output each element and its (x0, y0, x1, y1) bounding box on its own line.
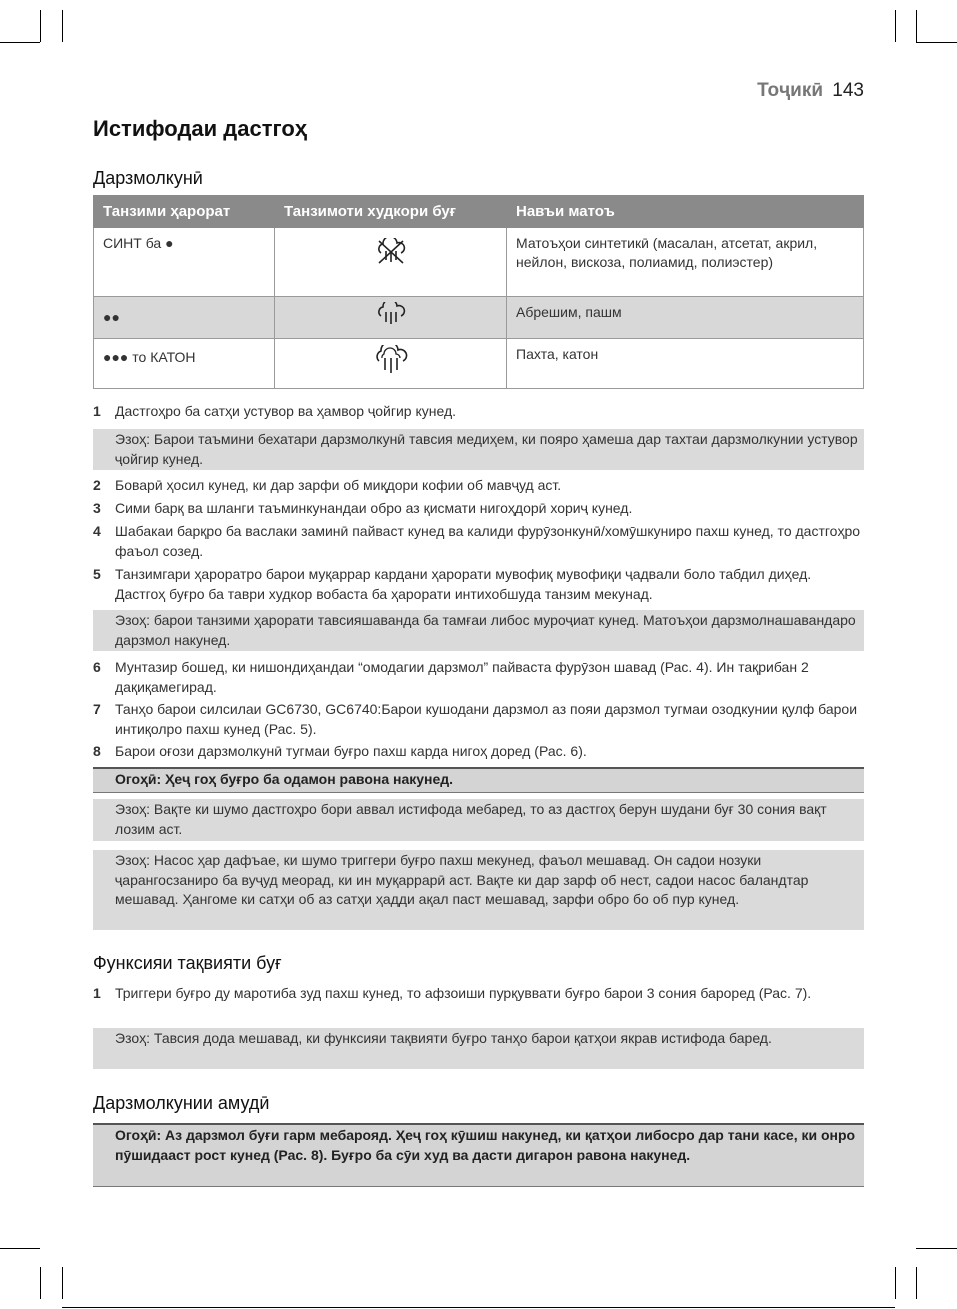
step-text: Танҳо барои силсилаи GC6730, GC6740:Барои кушодани дарзмол аз пояи дарзмол тугмаи озодкунии қулф барои интиқолро пахш кунед (Рас. 5). (115, 701, 858, 737)
step-number: 3 (93, 500, 101, 516)
note-box (93, 850, 864, 930)
table-header-cell: Танзими ҳарорат (94, 196, 275, 228)
note-text: Эзоҳ: Насос ҳар дафъае, ки шумо триггери буғро пахш мекунед, фаъол мешавад. Он садои нозуки ҷарангосзаниро ба вуҷуд меорад, ки ин муқаррарӣ аст. Вақте ки дар зарф об нест, садои насос баландтар мешавад. Ҳангоме ки сатҳи об аз сатҳи ҳадди ақал паст мешавад, зарфи обро бо об пур кунед. (115, 852, 809, 907)
step-number: 5 (93, 566, 101, 582)
warning-text: Огоҳӣ: Аз дарзмол буғи гарм мебарояд. Ҳеҷ гоҳ кӯшиш накунед, ки қатҳои либосро дар тани касе, ки онро пӯшидааст рост кунед (Рас. 8). Буғро ба сӯи худ ва дасти дигарон равона накунед. (115, 1127, 856, 1163)
crop-mark (916, 10, 917, 42)
crop-mark (62, 10, 63, 42)
page-header (757, 80, 864, 102)
high-steam-icon (371, 345, 411, 377)
step-item (93, 476, 864, 496)
table-row (94, 228, 864, 297)
step-number: 8 (93, 743, 101, 759)
step-number: 1 (93, 403, 101, 419)
warning-box (93, 767, 864, 793)
table-header-cell: Танзимоти худкори буғ (275, 196, 507, 228)
steam-cell (275, 228, 507, 297)
step-item (93, 565, 864, 604)
table-header-row (94, 196, 864, 228)
no-steam-icon (374, 238, 408, 266)
step-number: 6 (93, 659, 101, 675)
crop-mark (0, 1248, 40, 1249)
section-heading-ironing: Дарзмолкунӣ (93, 168, 203, 188)
step-item (93, 402, 864, 422)
step-number: 1 (93, 985, 101, 1001)
step-text: Шабакаи барқро ба васлаки заминӣ пайваст кунед ва калиди фурӯзонкунӣ/хомӯшкуниро пахш кунед, то дастгоҳро фаъол созед. (115, 523, 861, 559)
fabric-cell: Матоъҳои синтетикӣ (масалан, атсетат, акрил, нейлон, вискоза, полиамид, полиэстер) (507, 228, 864, 297)
step-number: 4 (93, 523, 101, 539)
header-language: Тоҷикӣ (757, 80, 824, 101)
step-text: Сими барқ ва шланги таъминкунандаи обро аз қисмати нигоҳдорӣ хориҷ кунед. (115, 500, 633, 516)
table-header-cell: Навъи матоъ (507, 196, 864, 228)
table-row (94, 339, 864, 389)
step-number: 2 (93, 477, 101, 493)
crop-mark (62, 1307, 895, 1308)
step-number: 7 (93, 701, 101, 717)
note-box (93, 1028, 864, 1069)
note-text: Эзоҳ: Вақте ки шумо дастгоҳро бори аввал истифода мебаред, то аз дастгоҳ берун шудани буғ 30 сония вақт лозим аст. (115, 801, 827, 837)
crop-mark (895, 10, 896, 42)
crop-mark (40, 10, 41, 42)
crop-mark (916, 1267, 917, 1299)
note-box (93, 610, 864, 651)
section-heading-vertical: Дарзмолкунии амудӣ (93, 1093, 270, 1113)
fabric-cell: Абрешим, пашм (507, 297, 864, 339)
step-text: Боварӣ ҳосил кунед, ки дар зарфи об миқдори кофии об мавҷуд аст. (115, 477, 562, 493)
step-text: Барои оғози дарзмолкунӣ тугмаи буғро пахш карда нигоҳ доред (Рас. 6). (115, 743, 587, 759)
note-box (93, 799, 864, 841)
step-item (93, 658, 864, 697)
step-item (93, 742, 864, 762)
crop-mark (916, 42, 957, 43)
note-text: Эзоҳ: Тавсия дода мешавад, ки функсияи тақвияти буғро танҳо барои қатҳои якрав истифода баред. (115, 1030, 772, 1046)
step-item (93, 499, 864, 519)
low-steam-icon (374, 302, 408, 328)
steam-cell (275, 297, 507, 339)
step-text: Дастгоҳро ба сатҳи устувор ва ҳамвор ҷойгир кунед. (115, 403, 457, 419)
note-text: Эзоҳ: барои танзими ҳарорати тавсияшаванда ба тамғаи либос муроҷиат кунед. Матоъҳои дарзмолнашавандаро дарзмол накунед. (115, 612, 856, 648)
note-text: Эзоҳ: Барои таъмини бехатари дарзмолкунӣ тавсия медиҳем, ки пояро ҳамеша дар тахтаи дарзмолкунии устувор ҷойгир кунед. (115, 431, 858, 467)
step-item (93, 522, 864, 561)
step-text: Мунтазир бошед, ки нишондиҳандаи “омодагии дарзмол” пайваста фурӯзон шавад (Рас. 4). Ин тақрибан 2 дақиқамегирад. (115, 659, 809, 695)
crop-mark (895, 1267, 896, 1299)
temp-cell: ●●● то КАТОН (94, 339, 275, 389)
warning-box (93, 1123, 864, 1187)
step-item (93, 984, 864, 1004)
table-row (94, 297, 864, 339)
crop-mark (916, 1248, 957, 1249)
page-number: 143 (832, 80, 864, 101)
steam-cell (275, 339, 507, 389)
temp-cell: ●● (94, 297, 275, 339)
step-item (93, 700, 864, 739)
fabric-cell: Пахта, катон (507, 339, 864, 389)
crop-mark (62, 1267, 63, 1299)
step-text: Танзимгари ҳароратро барои муқаррар кардани ҳарорати мувофиқ мувофиқи ҷадвали боло табдил диҳед. Дастгоҳ буғро ба таври худкор вобаста ба ҳарорати интихобшуда танзим мекунад. (115, 566, 812, 602)
crop-mark (40, 1267, 41, 1299)
temp-cell: СИНТ ба ● (94, 228, 275, 297)
note-box (93, 429, 864, 470)
section-heading-boost: Функсияи тақвияти буғ (93, 953, 282, 973)
step-text: Триггери буғро ду маротиба зуд пахш кунед, то афзоиши пурқуввати буғро барои 3 сония бароред (Рас. 7). (115, 985, 812, 1001)
page-title: Истифодаи дастгоҳ (93, 116, 308, 141)
settings-table (93, 195, 864, 389)
warning-text: Огоҳӣ: Ҳеҷ гоҳ буғро ба одамон равона накунед. (115, 771, 454, 787)
crop-mark (0, 42, 40, 43)
